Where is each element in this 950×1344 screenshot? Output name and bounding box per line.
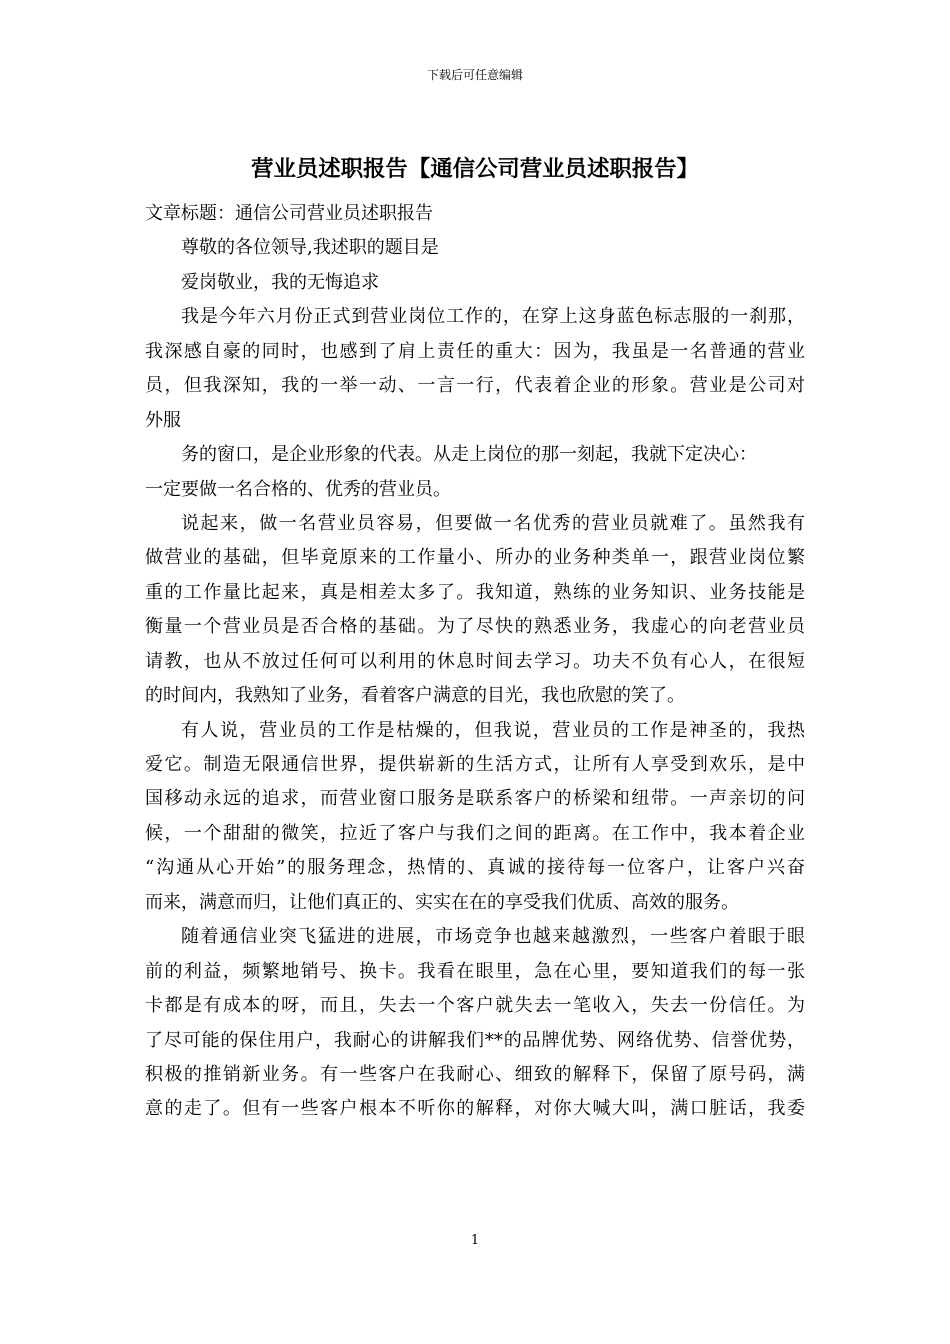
document-body <box>145 197 805 1127</box>
text-line: 员，但我深知，我的一举一动、一言一行，代表着企业的形象。营业是公司对 <box>145 375 805 397</box>
text-line: 务的窗口，是企业形象的代表。从走上岗位的那一刻起，我就下定决心： <box>181 444 757 466</box>
document-title: 营业员述职报告【通信公司营业员述职报告】 <box>251 156 699 182</box>
text-line: 爱它。制造无限通信世界，提供崭新的生活方式，让所有人享受到欢乐，是中 <box>145 754 805 775</box>
text-line: 重的工作量比起来，真是相差太多了。我知道，熟练的业务知识、业务技能是 <box>145 581 805 603</box>
text-line: 尊敬的各位领导,我述职的题目是 <box>181 237 439 259</box>
text-line: 意的走了。但有一些客户根本不听你的解释，对你大喊大叫，满口脏话，我委 <box>145 1098 805 1120</box>
text-line: 做营业的基础，但毕竟原来的工作量小、所办的业务种类单一，跟营业岗位繁 <box>145 547 805 569</box>
text-line: 了尽可能的保住用户，我耐心的讲解我们**的品牌优势、网络优势、信誉优势， <box>145 1029 805 1051</box>
text-line: 国移动永远的追求，而营业窗口服务是联系客户的桥梁和纽带。一声亲切的问 <box>145 788 805 810</box>
text-line: 外服 <box>145 409 181 431</box>
text-line: 卡都是有成本的呀，而且，失去一个客户就失去一笔收入，失去一份信任。为 <box>145 995 805 1017</box>
text-line: 一定要做一名合格的、优秀的营业员。 <box>145 478 451 500</box>
text-line: 文章标题：通信公司营业员述职报告 <box>145 203 433 224</box>
text-line: “沟通从心开始”的服务理念，热情的、真诚的接待每一位客户，让客户兴奋 <box>145 857 805 879</box>
text-line: 的时间内，我熟知了业务，看着客户满意的目光，我也欣慰的笑了。 <box>145 685 685 707</box>
header-note: 下载后可任意编辑 <box>426 68 523 82</box>
text-line: 请教，也从不放过任何可以利用的休息时间去学习。功夫不负有心人，在很短 <box>145 650 805 672</box>
text-line: 而来，满意而归，让他们真正的、实实在在的享受我们优质、高效的服务。 <box>145 891 739 913</box>
text-line: 说起来，做一名营业员容易，但要做一名优秀的营业员就难了。虽然我有 <box>181 512 805 534</box>
text-line: 积极的推销新业务。有一些客户在我耐心、细致的解释下，保留了原号码，满 <box>145 1063 805 1085</box>
text-line: 我是今年六月份正式到营业岗位工作的，在穿上这身蓝色标志服的一刹那， <box>181 306 805 328</box>
text-line: 前的利益，频繁地销号、换卡。我看在眼里，急在心里，要知道我们的每一张 <box>145 960 805 982</box>
text-line: 爱岗敬业，我的无悔追求 <box>181 271 379 293</box>
text-line: 衡量一个营业员是否合格的基础。为了尽快的熟悉业务，我虚心的向老营业员 <box>145 616 805 638</box>
text-line: 我深感自豪的同时，也感到了肩上责任的重大：因为，我虽是一名普通的营业 <box>145 340 805 362</box>
text-line: 随着通信业突飞猛进的进展，市场竞争也越来越激烈，一些客户着眼于眼 <box>181 926 805 948</box>
text-line: 候，一个甜甜的微笑，拉近了客户与我们之间的距离。在工作中，我本着企业 <box>145 822 805 844</box>
page-number: 1 <box>470 1233 480 1248</box>
text-line: 有人说，营业员的工作是枯燥的，但我说，营业员的工作是神圣的，我热 <box>181 719 805 741</box>
